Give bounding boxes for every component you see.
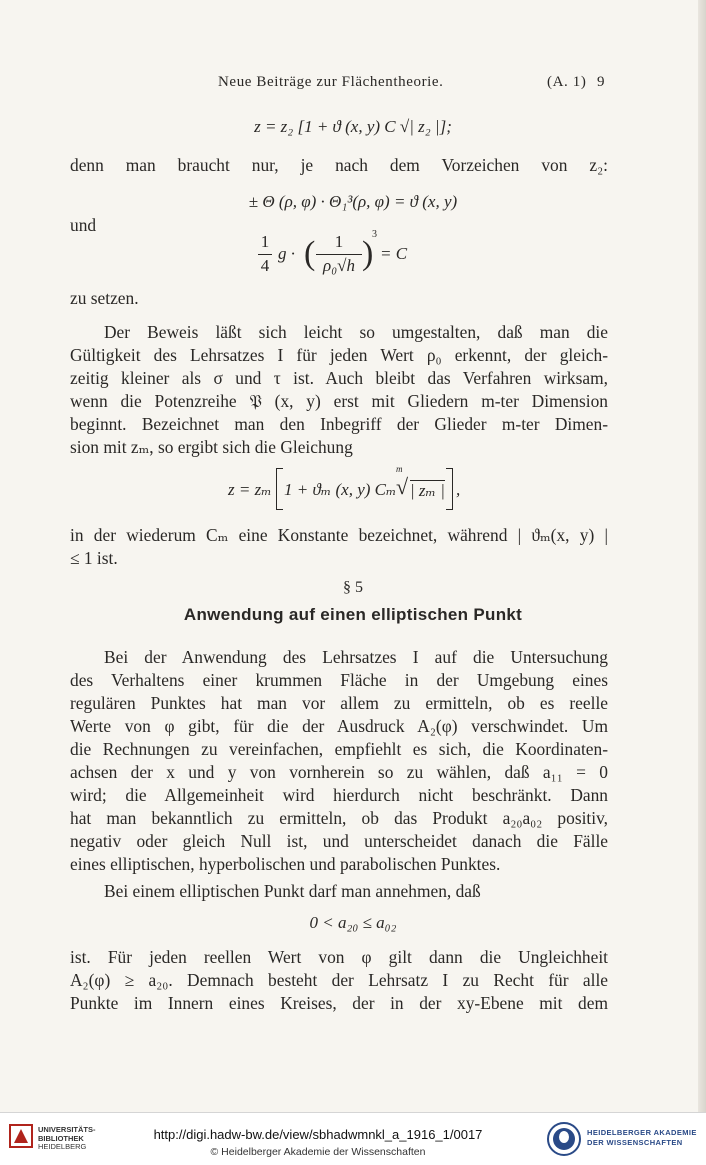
equation-5: 0 < a₂₀ ≤ a₀₂: [309, 913, 397, 932]
university-library-logo-icon: [8, 1123, 34, 1149]
equation-4-root-index: m: [396, 464, 403, 474]
running-head-reference: (A. 1): [547, 74, 587, 90]
p4-line-10: eines elliptischen, hyperbolischen und parabolischen Punktes.: [70, 854, 501, 874]
equation-3-paren-left: (: [304, 235, 316, 272]
page-edge: [698, 0, 706, 1112]
equation-3-frac2-bar: [316, 254, 362, 255]
equation-4-lhs: z = zₘ: [228, 480, 272, 499]
equation-4-bracket-left: [276, 468, 283, 510]
p3-line-1: in der wiederum Cₘ eine Konstante bezeichnet, während | ϑₘ(x, y) |: [70, 525, 608, 545]
p2-line-2: Gültigkeit des Lehrsatzes I für jeden Wert ρ₀ erkennt, der gleich-: [70, 345, 608, 365]
section-number: § 5: [343, 579, 363, 596]
p4-line-6: achsen der x und y von vornherein so zu wählen, daß a₁₁ = 0: [70, 762, 608, 782]
equation-3-g: g ·: [278, 244, 295, 263]
digitization-footer: [0, 1112, 706, 1165]
equation-3-paren-right: ): [362, 235, 374, 272]
equation-3-frac1-num: 1: [260, 232, 270, 251]
page-number: 9: [597, 74, 606, 90]
p4-line-3: regulären Punktes hat man vor allem zu ermitteln, ob es reelle: [70, 693, 608, 713]
equation-1-lhs: z = z₂: [254, 117, 294, 136]
p4-line-8: hat man bekanntlich zu ermitteln, ob das Produkt a₂₀a₀₂ positiv,: [70, 808, 608, 828]
ub-line-3: HEIDELBERG: [38, 1142, 87, 1151]
academy-line-1: HEIDELBERGER AKADEMIE: [587, 1128, 697, 1137]
equation-3-frac2-num: 1: [334, 232, 344, 251]
equation-1: [0, 117, 706, 137]
permalink-url[interactable]: http://digi.hadw-bw.de/view/sbhadwmnkl_a_1916_1/0017: [153, 1127, 483, 1142]
p4-line-2: des Verhaltens einer krummen Fläche in der Umgebung eines: [70, 670, 608, 690]
copyright-notice: © Heidelberger Akademie der Wissenschaften: [210, 1146, 426, 1158]
p2-line-3: zeitig kleiner als σ und τ ist. Auch bleibt das Verfahren wirksam,: [70, 368, 608, 388]
ub-line-1: UNIVERSITÄTS-: [38, 1125, 96, 1134]
paragraph-intro: denn man braucht nur, je nach dem Vorzeichen von z₂:: [70, 155, 608, 175]
p3-line-2: ≤ 1 ist.: [70, 548, 118, 568]
equation-3-frac2-den: ρ₀√h: [323, 256, 355, 275]
academy-name: [587, 1128, 697, 1148]
equation-1-body: [1 + ϑ (x, y) C √| z₂ |];: [297, 117, 452, 136]
zu-setzen: zu setzen.: [70, 288, 139, 308]
running-head-title: Neue Beiträge zur Flächentheorie.: [218, 74, 444, 90]
ub-line-2: BIBLIOTHEK: [38, 1133, 84, 1143]
equation-3-frac1-bar: [258, 254, 272, 255]
p4-line-9: negativ oder gleich Null ist, und unterscheidet danach die Fälle: [70, 831, 608, 851]
p4-line-4: Werte von φ gibt, für die der Ausdruck A₂(φ) verschwindet. Um: [70, 716, 608, 736]
p6-line-3: Punkte im Innern eines Kreises, der in der xy-Ebene mit dem: [70, 993, 608, 1013]
running-head: [70, 74, 610, 94]
equation-4: [228, 462, 488, 514]
p5-line-1: Bei einem elliptischen Punkt darf man annehmen, daß: [104, 881, 481, 901]
equation-4-tail: ,: [456, 480, 461, 499]
p2-line-5: beginnt. Bezeichnet man den Inbegriff der Glieder m-ter Dimen-: [70, 414, 608, 434]
equation-3-rhs: = C: [380, 244, 408, 263]
equation-3-frac1-den: 4: [260, 256, 270, 275]
equation-3-exponent: 3: [372, 229, 377, 240]
equation-3: [258, 229, 458, 282]
p4-line-1: Bei der Anwendung des Lehrsatzes I auf die Untersuchung: [104, 647, 608, 667]
academy-seal-icon: [546, 1120, 582, 1158]
equation-4-body: 1 + ϑₘ (x, y) Cₘ: [284, 480, 397, 499]
p2-line-1: Der Beweis läßt sich leicht so umgestalten, daß man die: [104, 322, 608, 342]
equation-4-radicand: | zₘ |: [410, 481, 445, 500]
p4-line-5: die Rechnungen zu vereinfachen, empfiehlt es sich, die Koordinaten-: [70, 739, 608, 759]
equation-4-radical: √: [396, 474, 409, 499]
p2-line-4: wenn die Potenzreihe 𝔓 (x, y) erst mit Gliedern m-ter Dimension: [70, 391, 608, 411]
p4-line-7: wird; die Allgemeinheit wird hierdurch nicht beschränkt. Dann: [70, 785, 608, 805]
p6-line-2: A₂(φ) ≥ a₂₀. Demnach besteht der Lehrsatz I zu Recht für alle: [70, 970, 608, 990]
p6-line-1: ist. Für jeden reellen Wert von φ gilt dann die Ungleichheit: [70, 947, 608, 967]
word-und: und: [70, 215, 97, 235]
academy-line-2: DER WISSENSCHAFTEN: [587, 1138, 683, 1147]
p2-line-6: sion mit zₘ, so ergibt sich die Gleichung: [70, 437, 353, 457]
equation-2: ± Θ (ρ, φ) · Θ₁³(ρ, φ) = ϑ (x, y): [248, 192, 458, 211]
university-library-name: [38, 1126, 96, 1152]
section-title: Anwendung auf einen elliptischen Punkt: [183, 605, 523, 624]
equation-4-bracket-right: [446, 468, 453, 510]
